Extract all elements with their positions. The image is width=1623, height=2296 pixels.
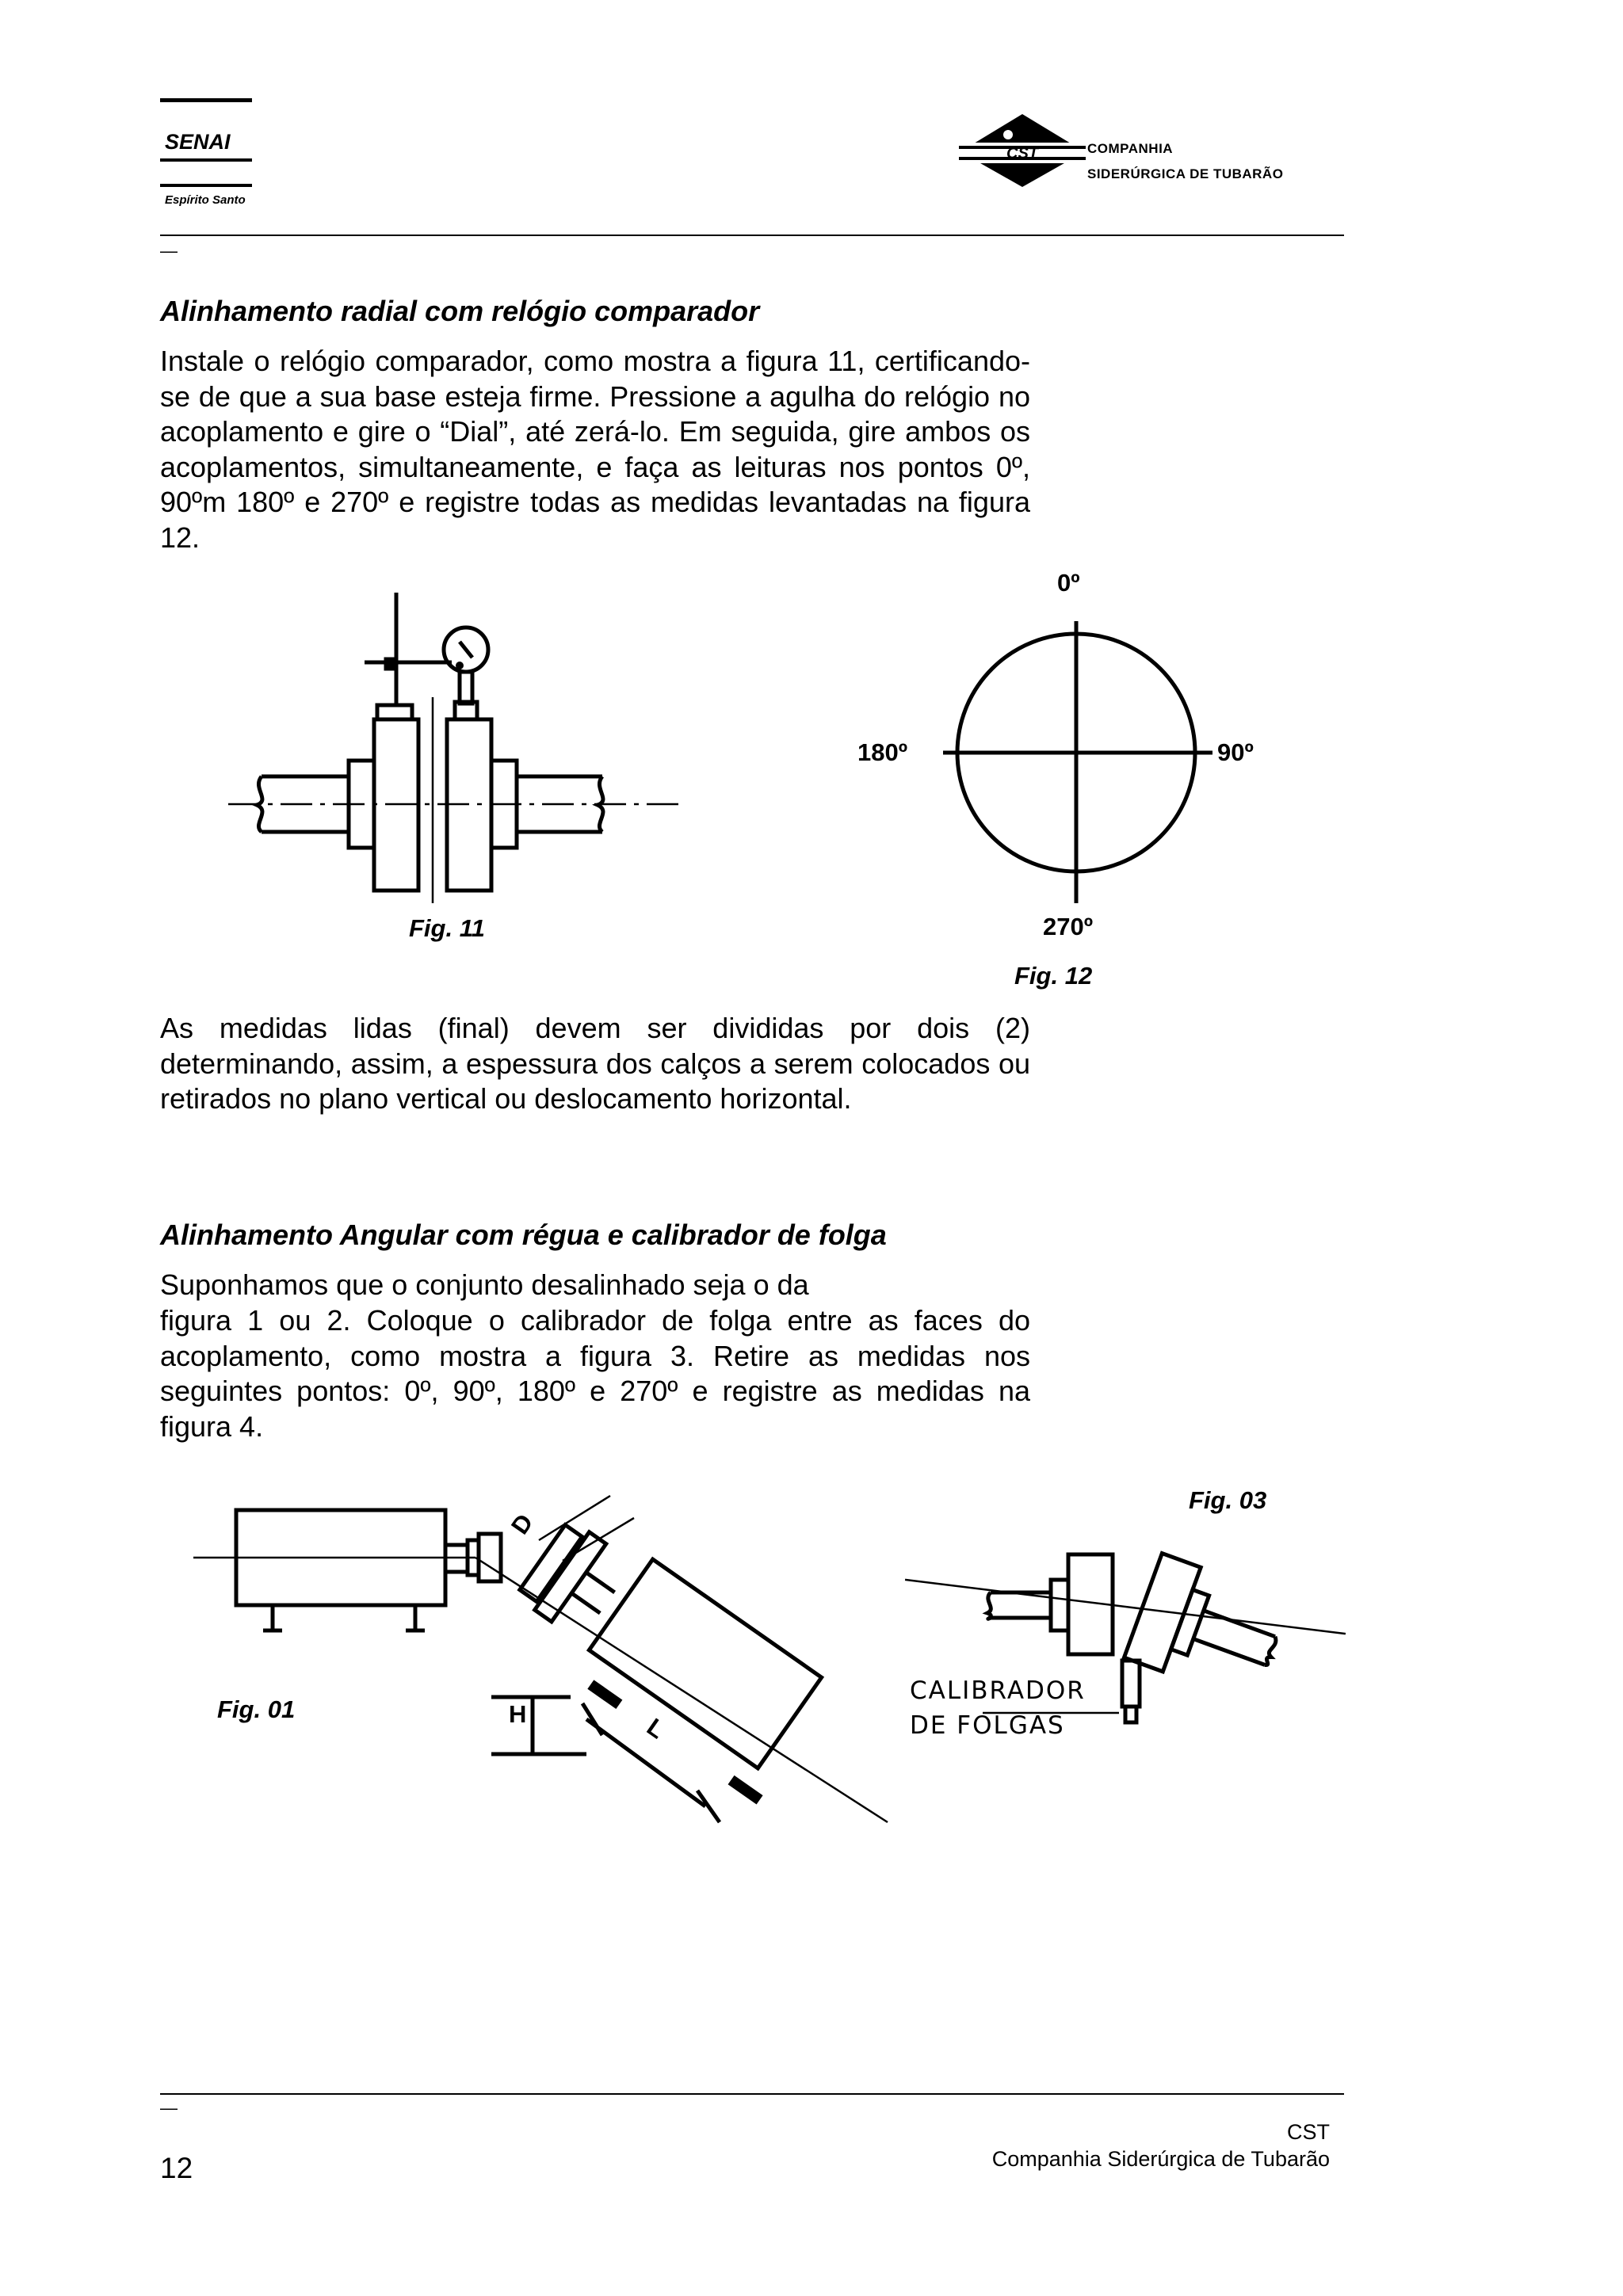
section-title-angular: Alinhamento Angular com régua e calibrador de folga — [160, 1219, 887, 1251]
footer-org-short: CST — [1287, 2120, 1330, 2144]
section-title-radial: Alinhamento radial com relógio comparador — [160, 295, 760, 327]
fig01-caption: Fig. 01 — [217, 1695, 296, 1723]
fig12-label-180: 180º — [857, 738, 908, 766]
senai-name: SENAI — [165, 130, 231, 154]
senai-subtitle: Espírito Santo — [165, 193, 246, 207]
fig03-label-line2: DE FOLGAS — [910, 1711, 1065, 1740]
cst-logo-text: CST — [1006, 145, 1038, 162]
fig12-label-0: 0º — [1057, 569, 1080, 597]
fig01-label-d: D — [506, 1508, 539, 1539]
page-number: 12 — [160, 2152, 193, 2184]
paragraph-measures: As medidas lidas (final) devem ser divididas por dois (2) determinando, assim, a espessura dos calços a serem colocados ou retirados no plano vertical ou deslocamento horizontal. — [160, 1012, 1030, 1116]
footer-dash: — — [160, 2098, 178, 2118]
cst-company-line1: COMPANHIA — [1087, 141, 1174, 156]
footer-org-full: Companhia Siderúrgica de Tubarão — [991, 2147, 1330, 2171]
fig12-label-270: 270º — [1043, 913, 1094, 940]
fig12-caption: Fig. 12 — [1014, 962, 1093, 990]
paragraph-radial: Instale o relógio comparador, como mostra a figura 11, certificando-se de que a sua base esteja firme. Pressione a agulha do relógio no acoplamento e gire o “Dial”, até zerá-lo. Em seguida, gire ambos os acoplamentos, simultaneamente, e faça as leituras nos pontos 0º, 90ºm 180º e 270º e registre todas as medidas levantadas na figura 12. — [160, 345, 1030, 554]
footer-rule — [160, 2093, 1344, 2095]
fig12-circle-diagram — [943, 610, 1212, 911]
fig01-label-h: H — [509, 1700, 527, 1728]
fig01-drawing — [190, 1489, 951, 1822]
fig11-caption: Fig. 11 — [409, 914, 485, 942]
fig11-drawing — [222, 586, 713, 903]
fig12-label-90: 90º — [1217, 738, 1254, 766]
paragraph-angular: figura 1 ou 2. Coloque o calibrador de folga entre as faces do acoplamento, como mostra a figura 3. Retire as medidas nos seguintes pontos: 0º, 90º, 180º e 270º e registre as medidas na figura 4. — [160, 1304, 1030, 1443]
header-dash: — — [160, 241, 178, 261]
paragraph-angular-line1: Suponhamos que o conjunto desalinhado seja o da — [160, 1268, 809, 1301]
fig03-label-line1: CALIBRADOR — [910, 1676, 1086, 1705]
cst-company-line2: SIDERÚRGICA DE TUBARÃO — [1087, 166, 1284, 181]
header-rule — [160, 235, 1344, 236]
cst-logo-icon — [959, 111, 1086, 190]
fig03-caption: Fig. 03 — [1189, 1486, 1267, 1514]
fig01-label-l: L — [641, 1712, 670, 1745]
